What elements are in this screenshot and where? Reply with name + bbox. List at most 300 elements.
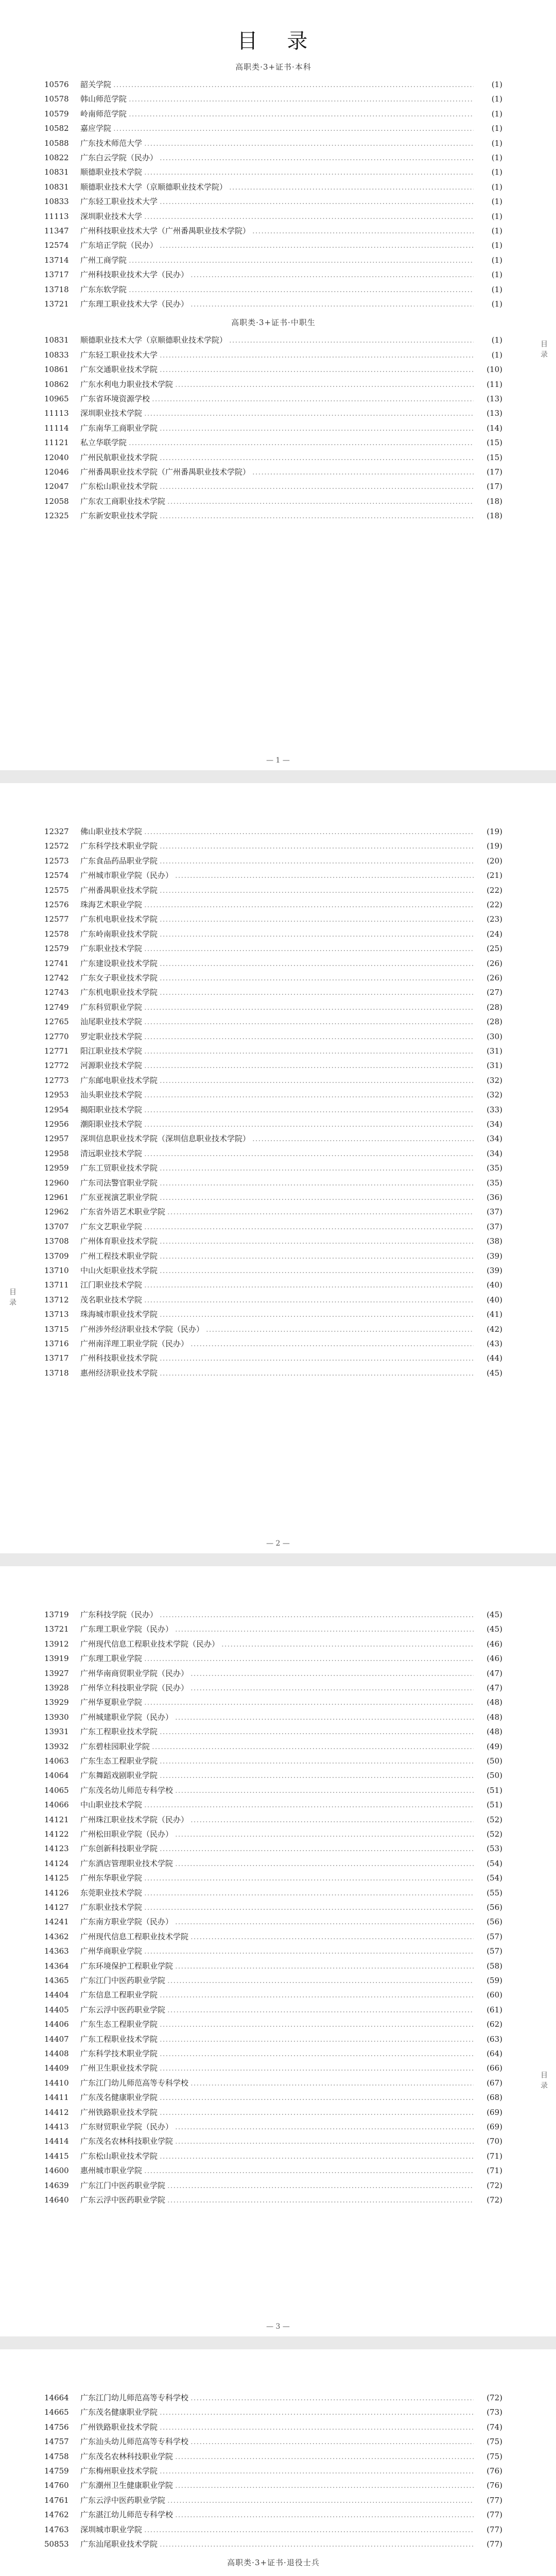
school-code: 12743 xyxy=(44,988,69,997)
toc-entry[interactable] xyxy=(44,1205,502,1219)
toc-entry[interactable] xyxy=(44,1841,502,1856)
toc-entry[interactable] xyxy=(44,956,502,971)
school-name: 广东南方职业学院（民办） ..... xyxy=(80,1914,474,1929)
school-code: 14066 xyxy=(44,1800,69,1810)
toc-entry[interactable] xyxy=(44,883,502,897)
school-name: 惠州经济职业技术学院 ..... xyxy=(80,1366,474,1380)
school-name: 广东茂名幼儿师范专科学校 ..... xyxy=(80,1783,474,1798)
school-name: 汕尾职业技术学院 ..... xyxy=(80,1014,474,1029)
toc-entry[interactable] xyxy=(44,2046,502,2061)
toc-entry[interactable] xyxy=(44,2193,502,2207)
school-name: 广东茂名健康职业学院 ..... xyxy=(80,2405,474,2419)
school-name: 广东江门幼儿师范高等专科学校 ..... xyxy=(80,2076,474,2090)
page-ref: (1) xyxy=(491,241,502,250)
toc-entry[interactable] xyxy=(44,897,502,912)
toc-entry[interactable] xyxy=(44,165,502,179)
school-name: 广州南洋理工职业学院（民办） ..... xyxy=(80,1336,474,1351)
toc-entry[interactable] xyxy=(44,435,502,450)
toc-entry[interactable] xyxy=(44,1827,502,1841)
page-ref: (44) xyxy=(486,1353,502,1363)
school-name: 顺德职业技术大学（京顺德职业技术学院） ..... xyxy=(80,333,474,347)
page-ref: (56) xyxy=(486,1903,502,1912)
toc-entry[interactable] xyxy=(44,479,502,494)
page-ref: (1) xyxy=(491,167,502,177)
toc-entry[interactable] xyxy=(44,209,502,224)
toc-entry[interactable] xyxy=(44,868,502,883)
toc-entry[interactable] xyxy=(44,1103,502,1117)
school-name: 广州卫生职业技术学院 ..... xyxy=(80,2061,474,2075)
page-ref: (46) xyxy=(486,1639,502,1649)
toc-entry[interactable] xyxy=(44,971,502,985)
toc-entry[interactable] xyxy=(44,854,502,868)
toc-entry[interactable] xyxy=(44,224,502,238)
page-ref: (1) xyxy=(491,335,502,345)
toc-entry[interactable] xyxy=(44,2420,502,2434)
toc-entry[interactable] xyxy=(44,194,502,209)
school-name: 岭南师范学院 ..... xyxy=(80,107,474,121)
page-ref: (1) xyxy=(491,350,502,360)
toc-entry[interactable] xyxy=(44,282,502,297)
school-name: 广东南华工商职业学院 ..... xyxy=(80,421,474,435)
school-code: 14412 xyxy=(44,2107,69,2117)
page-ref: (1) xyxy=(491,255,502,265)
school-name: 广东女子职业技术学院 ..... xyxy=(80,971,474,985)
school-name: 广州涉外经济职业技术学院（民办） ..... xyxy=(80,1322,474,1336)
school-name: 广东建设职业技术学院 ..... xyxy=(80,956,474,971)
toc-entry[interactable] xyxy=(44,150,502,165)
school-code: 12058 xyxy=(44,496,69,506)
school-name: 揭阳职业技术学院 ..... xyxy=(80,1103,474,1117)
toc-entry[interactable] xyxy=(44,362,502,377)
school-name: 广东工程职业技术学院 ..... xyxy=(80,2032,474,2046)
toc-entry[interactable] xyxy=(44,1871,502,1885)
school-code: 11113 xyxy=(44,211,69,221)
school-name: 广州番禺职业技术学院（广州番禺职业技术学院） ..... xyxy=(80,465,474,479)
toc-entry[interactable] xyxy=(44,1293,502,1307)
page-ref: (19) xyxy=(486,841,502,851)
school-code: 10831 xyxy=(44,182,69,192)
school-name: 韩山师范学院 ..... xyxy=(80,92,474,106)
toc-entry[interactable] xyxy=(44,1973,502,1988)
school-name: 广东科学技术职业学院 ..... xyxy=(80,2046,474,2061)
school-name: 广东理工职业学院（民办） ..... xyxy=(80,1622,474,1636)
toc-entry[interactable] xyxy=(44,941,502,956)
side-tab-label: 目录 xyxy=(540,340,548,361)
school-name: 广州华立科技职业学院（民办） ..... xyxy=(80,1681,474,1695)
school-code: 13932 xyxy=(44,1741,69,1751)
page-ref: (62) xyxy=(486,2020,502,2029)
toc-entry[interactable] xyxy=(44,1959,502,1973)
page-ref: (45) xyxy=(486,1624,502,1634)
school-name: 广东科学技术职业学院 ..... xyxy=(80,839,474,853)
toc-entry[interactable] xyxy=(44,136,502,150)
school-code: 10833 xyxy=(44,350,69,360)
toc-entry[interactable] xyxy=(44,333,502,347)
toc-entry[interactable] xyxy=(44,92,502,106)
toc-entry[interactable] xyxy=(44,2017,502,2031)
school-name: 珠海艺术职业学院 ..... xyxy=(80,897,474,912)
page-ref: (21) xyxy=(486,871,502,880)
toc-entry[interactable] xyxy=(44,824,502,839)
school-code: 10831 xyxy=(44,167,69,177)
school-name: 顺德职业技术大学（京顺德职业技术学院） ..... xyxy=(80,180,474,194)
toc-entry[interactable] xyxy=(44,927,502,941)
page-ref: (1) xyxy=(491,226,502,235)
toc-entry[interactable] xyxy=(44,392,502,406)
school-name: 广州科技职业技术大学（民办） ..... xyxy=(80,267,474,282)
toc-entry[interactable] xyxy=(44,1131,502,1146)
page-ref: (20) xyxy=(486,856,502,866)
toc-entry[interactable] xyxy=(44,348,502,362)
toc-entry[interactable] xyxy=(44,2449,502,2464)
school-code: 13711 xyxy=(44,1280,69,1290)
school-code: 14405 xyxy=(44,2005,69,2014)
page-ref: (27) xyxy=(486,988,502,997)
toc-entry[interactable] xyxy=(44,1783,502,1798)
page-number: — 1 — xyxy=(266,756,290,765)
school-name: 广东亚视演艺职业学院 ..... xyxy=(80,1190,474,1205)
school-name: 惠州城市职业学院 ..... xyxy=(80,2163,474,2178)
toc-entry[interactable] xyxy=(44,2120,502,2134)
toc-entry[interactable] xyxy=(44,1622,502,1636)
page-ref: (72) xyxy=(486,2180,502,2190)
school-name: 广州科技职业技术大学（广州番禺职业技术学院） ..... xyxy=(80,224,474,238)
toc-entry[interactable] xyxy=(44,2134,502,2148)
page-number: — 3 — xyxy=(266,2323,290,2331)
toc-entry[interactable] xyxy=(44,2434,502,2449)
school-code: 12047 xyxy=(44,482,69,492)
toc-entry[interactable] xyxy=(44,1000,502,1014)
page-4 xyxy=(0,2349,556,2576)
school-code: 14600 xyxy=(44,2166,69,2176)
toc-entry[interactable] xyxy=(44,1695,502,1709)
toc-entry[interactable] xyxy=(44,253,502,267)
school-code: 13718 xyxy=(44,1368,69,1378)
toc-entry[interactable] xyxy=(44,1366,502,1380)
school-name: 深圳职业技术学院 ..... xyxy=(80,406,474,420)
toc-entry[interactable] xyxy=(44,1014,502,1029)
school-code: 13717 xyxy=(44,1353,69,1363)
toc-entry[interactable] xyxy=(44,1161,502,1175)
school-code: 10831 xyxy=(44,335,69,345)
toc-entry[interactable] xyxy=(44,2090,502,2105)
page-ref: (53) xyxy=(486,1844,502,1854)
toc-entry[interactable] xyxy=(44,1176,502,1190)
school-code: 13713 xyxy=(44,1310,69,1319)
page-ref: (50) xyxy=(486,1771,502,1781)
page-ref: (47) xyxy=(486,1683,502,1692)
toc-entry[interactable] xyxy=(44,77,502,92)
toc-entry[interactable] xyxy=(44,2493,502,2507)
school-code: 13919 xyxy=(44,1654,69,1664)
page-ref: (1) xyxy=(491,284,502,294)
toc-entry[interactable] xyxy=(44,2464,502,2478)
toc-entry[interactable] xyxy=(44,2478,502,2493)
page-ref: (1) xyxy=(491,80,502,89)
school-code: 12575 xyxy=(44,885,69,895)
toc-entry[interactable] xyxy=(44,1710,502,1724)
school-name: 广东信息工程职业学院 ..... xyxy=(80,1988,474,2002)
page-ref: (48) xyxy=(486,1698,502,1707)
toc-entry[interactable] xyxy=(44,1886,502,1900)
toc-entry[interactable] xyxy=(44,1651,502,1666)
toc-entry[interactable] xyxy=(44,1088,502,1102)
school-name: 广东司法警官职业学院 ..... xyxy=(80,1176,474,1190)
toc-entry[interactable] xyxy=(44,1798,502,1812)
toc-entry[interactable] xyxy=(44,1754,502,1768)
toc-entry[interactable] xyxy=(44,1856,502,1871)
school-code: 12956 xyxy=(44,1120,69,1129)
school-code: 12772 xyxy=(44,1061,69,1071)
school-code: 11121 xyxy=(44,438,69,448)
toc-entry[interactable] xyxy=(44,1681,502,1695)
toc-entry[interactable] xyxy=(44,1146,502,1161)
school-name: 广东水利电力职业技术学院 ..... xyxy=(80,377,474,392)
toc-title: 目 录 xyxy=(237,29,319,53)
toc-entry[interactable] xyxy=(44,1058,502,1073)
school-name: 广东汕头幼儿师范高等专科学校 ..... xyxy=(80,2434,474,2449)
toc-entry[interactable] xyxy=(44,1812,502,1827)
page-ref: (41) xyxy=(486,1310,502,1319)
school-name: 广州工程技术职业学院 ..... xyxy=(80,1249,474,1263)
school-code: 12959 xyxy=(44,1163,69,1173)
school-name: 广州华南商贸职业学院（民办） ..... xyxy=(80,1666,474,1681)
page-ref: (19) xyxy=(486,827,502,836)
school-name: 广东食品药品职业学院 ..... xyxy=(80,854,474,868)
school-name: 广东财贸职业学院（民办） ..... xyxy=(80,2120,474,2134)
page-ref: (77) xyxy=(486,2539,502,2549)
page-ref: (26) xyxy=(486,973,502,982)
toc-entry[interactable] xyxy=(44,1768,502,1783)
page-ref: (50) xyxy=(486,1756,502,1766)
toc-entry[interactable] xyxy=(44,1073,502,1088)
toc-entry[interactable] xyxy=(44,2573,502,2576)
toc-entry[interactable] xyxy=(44,406,502,420)
school-code: 12574 xyxy=(44,871,69,880)
school-name: 广东科技学院（民办） ..... xyxy=(80,1607,474,1622)
school-name: 河源职业技术学院 ..... xyxy=(80,1058,474,1073)
toc-entry[interactable] xyxy=(44,1900,502,1914)
toc-entry[interactable] xyxy=(44,421,502,435)
toc-entry[interactable] xyxy=(44,1944,502,1958)
toc-entry[interactable] xyxy=(44,465,502,479)
school-name: 汕头职业技术学院 ..... xyxy=(80,1088,474,1102)
school-code: 10833 xyxy=(44,197,69,207)
page-ref: (49) xyxy=(486,1741,502,1751)
school-code: 14121 xyxy=(44,1815,69,1824)
page-ref: (57) xyxy=(486,1931,502,1941)
toc-entry[interactable] xyxy=(44,1336,502,1351)
page-ref: (28) xyxy=(486,1002,502,1012)
school-name: 广东邮电职业技术学院 ..... xyxy=(80,1073,474,1088)
toc-entry[interactable] xyxy=(44,297,502,311)
toc-entry[interactable] xyxy=(44,985,502,999)
toc-entry[interactable] xyxy=(44,267,502,282)
school-name: 东莞职业技术学院 ..... xyxy=(80,1886,474,1900)
school-name: 广州华商职业学院 ..... xyxy=(80,1944,474,1958)
school-code: 12741 xyxy=(44,958,69,968)
page-ref: (66) xyxy=(486,2063,502,2073)
page-number: — 2 — xyxy=(266,1539,290,1548)
school-code: 14123 xyxy=(44,1844,69,1854)
toc-entry[interactable] xyxy=(44,1307,502,1321)
school-code: 12573 xyxy=(44,856,69,866)
toc-entry[interactable] xyxy=(44,1029,502,1044)
page-ref: (1) xyxy=(491,270,502,280)
toc-entry[interactable] xyxy=(44,494,502,509)
toc-entry[interactable] xyxy=(44,1219,502,1234)
page-ref: (18) xyxy=(486,511,502,521)
school-code: 12576 xyxy=(44,900,69,909)
school-code: 12578 xyxy=(44,929,69,939)
page-ref: (33) xyxy=(486,1105,502,1114)
school-name: 罗定职业技术学院 ..... xyxy=(80,1029,474,1044)
school-code: 14639 xyxy=(44,2180,69,2190)
school-name: 广东酒店管理职业技术学院 ..... xyxy=(80,1856,474,1871)
page-ref: (1) xyxy=(491,124,502,133)
toc-entry[interactable] xyxy=(44,2003,502,2017)
school-name: 广东省环境资源学校 ..... xyxy=(80,392,474,406)
page-ref: (56) xyxy=(486,1917,502,1927)
page-ref: (74) xyxy=(486,2422,502,2432)
page-ref: (76) xyxy=(486,2466,502,2476)
page-ref: (35) xyxy=(486,1163,502,1173)
school-name: 广东省外语艺术职业学院 ..... xyxy=(80,1205,474,1219)
toc-entry[interactable] xyxy=(44,2391,502,2405)
school-code: 12962 xyxy=(44,1207,69,1217)
page-ref: (69) xyxy=(486,2122,502,2131)
school-code: 14363 xyxy=(44,1946,69,1956)
page-ref: (35) xyxy=(486,1178,502,1188)
page-ref: (38) xyxy=(486,1236,502,1246)
toc-entry[interactable] xyxy=(44,1044,502,1058)
page-ref: (1) xyxy=(491,211,502,221)
school-code: 13721 xyxy=(44,1624,69,1634)
toc-entry[interactable] xyxy=(44,1929,502,1944)
toc-entry[interactable] xyxy=(44,1234,502,1248)
school-code: 14760 xyxy=(44,2481,69,2490)
toc-entry[interactable] xyxy=(44,912,502,926)
page-ref: (64) xyxy=(486,2049,502,2058)
toc-entry[interactable] xyxy=(44,2105,502,2120)
school-name: 广州番禺职业技术学院 ..... xyxy=(80,883,474,897)
page-ref: (23) xyxy=(486,914,502,924)
page-ref: (34) xyxy=(486,1120,502,1129)
toc-entry[interactable] xyxy=(44,1263,502,1278)
toc-entry[interactable] xyxy=(44,2537,502,2551)
school-code: 10861 xyxy=(44,365,69,375)
toc-entry[interactable] xyxy=(44,509,502,523)
toc-entry[interactable] xyxy=(44,2522,502,2537)
page-ref: (40) xyxy=(486,1295,502,1304)
toc-entry[interactable] xyxy=(44,1637,502,1651)
school-code: 10578 xyxy=(44,94,69,104)
page-ref: (77) xyxy=(486,2524,502,2534)
page-ref: (43) xyxy=(486,1339,502,1348)
toc-entry[interactable] xyxy=(44,450,502,465)
school-code: 14063 xyxy=(44,1756,69,1766)
toc-entry[interactable] xyxy=(44,2405,502,2419)
side-tab-label: 目录 xyxy=(8,1288,16,1309)
toc-entry[interactable] xyxy=(44,2507,502,2522)
school-code: 10862 xyxy=(44,379,69,389)
toc-entry[interactable] xyxy=(44,1724,502,1739)
school-code: 14362 xyxy=(44,1931,69,1941)
toc-entry[interactable] xyxy=(44,1914,502,1929)
page-ref: (1) xyxy=(491,197,502,207)
page-ref: (36) xyxy=(486,1193,502,1202)
school-code: 12961 xyxy=(44,1193,69,1202)
school-name: 广州科技职业技术学院 ..... xyxy=(80,1351,474,1365)
school-code: 10822 xyxy=(44,153,69,162)
toc-entry[interactable] xyxy=(44,2149,502,2163)
toc-entry[interactable] xyxy=(44,121,502,135)
school-name: 潮阳职业技术学院 ..... xyxy=(80,1117,474,1131)
school-name: 深圳职业技术大学 ..... xyxy=(80,209,474,224)
school-name: 广东职业技术学院 ..... xyxy=(80,1900,474,1914)
school-code: 14756 xyxy=(44,2422,69,2432)
school-code: 12579 xyxy=(44,944,69,954)
school-code: 12770 xyxy=(44,1031,69,1041)
page-ref: (59) xyxy=(486,1976,502,1985)
toc-entry[interactable] xyxy=(44,1351,502,1365)
toc-entry[interactable] xyxy=(44,2076,502,2090)
toc-entry[interactable] xyxy=(44,2178,502,2193)
toc-entry[interactable] xyxy=(44,839,502,853)
page-ref: (11) xyxy=(486,379,502,389)
page-ref: (77) xyxy=(486,2495,502,2505)
page-ref: (17) xyxy=(486,467,502,477)
toc-entry[interactable] xyxy=(44,1117,502,1131)
toc-entry[interactable] xyxy=(44,1988,502,2002)
school-code: 12325 xyxy=(44,511,69,521)
toc-entry[interactable] xyxy=(44,1607,502,1622)
school-name: 广东科贸职业学院 ..... xyxy=(80,1000,474,1014)
school-name: 广东云浮中医药职业学院 ..... xyxy=(80,2003,474,2017)
toc-entry[interactable] xyxy=(44,2061,502,2075)
school-name: 广东培正学院（民办） ..... xyxy=(80,238,474,252)
toc-entry[interactable] xyxy=(44,107,502,121)
school-code: 14761 xyxy=(44,2495,69,2505)
school-code: 12572 xyxy=(44,841,69,851)
toc-entry[interactable] xyxy=(44,1322,502,1336)
school-name: 广东新安职业技术学院 ..... xyxy=(80,509,474,523)
page-ref: (69) xyxy=(486,2107,502,2117)
page-3 xyxy=(0,1566,556,2336)
toc-entry[interactable] xyxy=(44,1278,502,1292)
school-code: 11113 xyxy=(44,409,69,418)
toc-entry[interactable] xyxy=(44,2163,502,2178)
school-code: 14124 xyxy=(44,1858,69,1868)
toc-entry[interactable] xyxy=(44,1739,502,1754)
section-heading: 高职类·3+证书·本科 xyxy=(235,62,311,72)
toc-entry[interactable] xyxy=(44,180,502,194)
page-2 xyxy=(0,783,556,1553)
toc-entry[interactable] xyxy=(44,1190,502,1205)
page-ref: (13) xyxy=(486,409,502,418)
toc-entry[interactable] xyxy=(44,238,502,252)
school-name: 广东松山职业技术学院 ..... xyxy=(80,2149,474,2163)
toc-entry[interactable] xyxy=(44,2032,502,2046)
school-code: 14415 xyxy=(44,2151,69,2161)
school-code: 14406 xyxy=(44,2020,69,2029)
school-code: 13928 xyxy=(44,1683,69,1692)
toc-entry[interactable] xyxy=(44,1666,502,1681)
school-name: 广东岭南职业技术学院 ..... xyxy=(80,927,474,941)
toc-entry[interactable] xyxy=(44,377,502,392)
toc-entry[interactable] xyxy=(44,1249,502,1263)
page-ref: (24) xyxy=(486,929,502,939)
